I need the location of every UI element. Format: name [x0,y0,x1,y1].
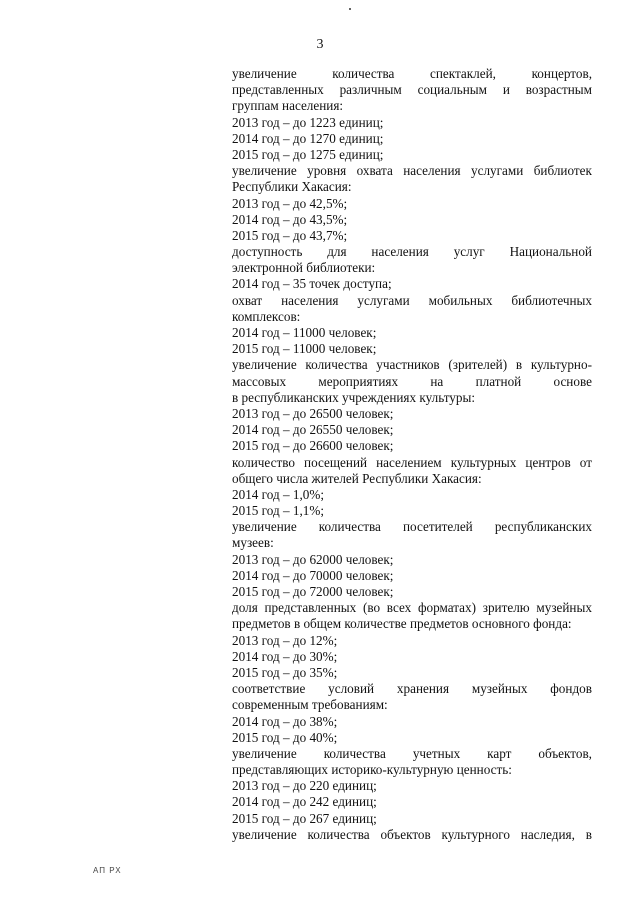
word: музейных [471,681,528,697]
text-line: 2013 год – до 42,5%; [232,195,348,211]
word: доступность [232,244,303,260]
word: населения [371,244,429,260]
word: музейных [536,600,592,616]
text-line: 2015 год – до 1275 единиц; [232,146,384,162]
word: увеличение [232,66,297,81]
text-line: 2015 год – 11000 человек; [232,341,377,357]
justified-line [232,374,592,390]
word: возрастным [525,82,592,98]
text-line: 2013 год – до 26500 человек; [232,405,394,421]
text-line: 2014 год – до 1270 единиц; [232,130,384,146]
text-line: электронной библиотеки: [232,260,376,276]
word: населением [376,454,442,470]
text-line: 2014 год – до 43,5%; [232,211,348,227]
justified-line [232,746,592,762]
word: культурного [441,826,510,842]
word: от [579,454,592,470]
justified-line [232,600,592,616]
word: услугами [471,163,524,179]
word: культурно- [530,357,592,373]
word: населения [403,163,461,179]
text-line: 2015 год – до 26600 человек; [232,438,394,454]
word: охват [232,292,263,308]
word: на [430,373,444,389]
justified-line [232,455,592,471]
text-line: 2014 год – 1,0%; [232,486,324,502]
word: в [515,357,523,373]
text-line: 2014 год – до 70000 человек; [232,567,394,583]
justified-line [232,244,592,260]
text-line: 2014 год – 35 точек доступа; [232,276,392,292]
justified-line [232,163,592,179]
word: соответствие [232,681,306,697]
word: всех [386,600,412,616]
word: мероприятиях [318,373,399,389]
text-line: 2014 год – до 242 единиц; [232,794,377,810]
word: условий [328,681,375,697]
word: представленных [264,600,357,616]
text-line: 2013 год – до 12%; [232,632,338,648]
word: услуг [453,244,485,260]
footer-mark: АП РХ [93,866,122,875]
word: количество [232,454,295,470]
justified-line [232,66,592,82]
word: количества [307,826,370,842]
word: фондов [550,681,592,697]
text-line: 2015 год – до 43,7%; [232,227,348,243]
justified-line [232,82,592,98]
text-line: 2015 год – до 40%; [232,729,338,745]
text-line: 2013 год – до 220 единиц; [232,778,377,794]
word: библиотечных [511,292,592,308]
word: (зрителей) [448,357,508,373]
text-line: представляющих историко-культурную ценность: [232,762,512,778]
word: увеличение [232,745,297,761]
word: объектов, [538,745,592,761]
word: участников [376,357,440,373]
text-line: предметов в общем количестве предметов основного фонда: [232,616,572,632]
justified-line [232,357,592,373]
word: карт [487,745,512,761]
justified-line [232,293,592,309]
word: и [502,82,510,98]
page-number: 3 [316,37,324,52]
word: представленных [232,82,324,98]
word: платной [475,373,522,389]
word: зрителю [482,600,530,616]
scan-dot [349,8,351,10]
word: в [585,826,592,842]
text-line: 2014 год – до 38%; [232,713,338,729]
word: объектов [380,826,431,842]
text-line: 2014 год – 11000 человек; [232,325,377,340]
justified-line [232,519,592,535]
word: количества [323,745,386,761]
word: увеличение [232,519,297,535]
word: основе [553,373,592,389]
word: охвата [356,163,393,179]
text-line: группам населения: [232,98,344,114]
word: культурных [450,454,517,470]
word: наследия, [520,826,575,842]
word: увеличение [232,357,297,373]
word: Национальной [509,244,592,260]
word: форматах) [417,600,477,616]
word: населения [281,292,339,308]
word: различным [339,82,402,98]
text-line: музеев: [232,535,274,551]
word: количества [305,357,368,373]
text-line: 2015 год – до 267 единиц; [232,810,377,826]
word: массовых [232,373,287,389]
word: увеличение [232,163,297,179]
text-line: комплексов: [232,308,301,324]
text-line: 2015 год – до 72000 человек; [232,584,394,599]
text-line: 2015 год – 1,1%; [232,503,324,519]
text-line: 2013 год – до 62000 человек; [232,551,394,567]
word: уровня [307,163,347,179]
text-line: современным требованиям: [232,697,388,713]
justified-line [232,827,592,843]
word: услугами [357,292,410,308]
justified-line [232,681,592,697]
text-line: 2015 год – до 35%; [232,664,338,680]
word: посещений [304,454,368,470]
word: (во [362,600,381,616]
word: доля [232,600,258,616]
word: центров [525,454,571,470]
word: спектаклей, [430,66,496,81]
word: увеличение [232,826,297,842]
word: для [327,244,347,260]
document-body [232,66,592,843]
text-line: 2014 год – до 26550 человек; [232,422,394,438]
text-line: Республики Хакасия: [232,179,352,195]
text-line: в республиканских учреждениях культуры: [232,389,476,405]
word: социальным [417,82,487,98]
text-line: 2014 год – до 30%; [232,648,338,664]
word: количества [318,519,381,535]
text-line: 2013 год – до 1223 единиц; [232,114,384,130]
word: учетных [412,745,461,761]
word: республиканских [494,519,592,535]
word: мобильных [428,292,493,308]
word: хранения [396,681,450,697]
word: посетителей [402,519,473,535]
word: количества [332,66,395,81]
word: библиотек [533,163,592,179]
word: концертов, [531,66,592,81]
text-line: общего числа жителей Республики Хакасия: [232,470,482,486]
